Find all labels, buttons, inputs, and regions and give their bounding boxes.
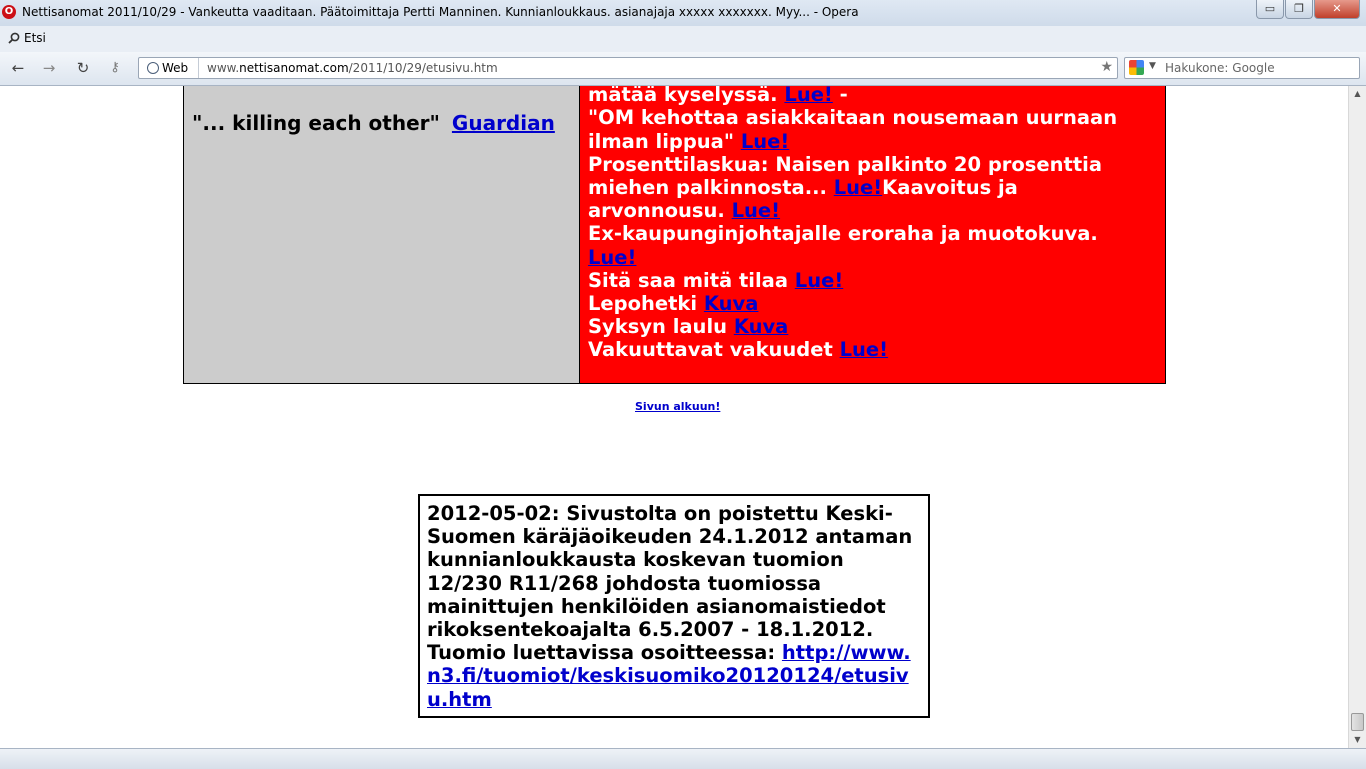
address-zone-label: Web xyxy=(162,61,189,75)
menu-bar xyxy=(0,26,1366,52)
reload-button[interactable]: ↻ xyxy=(76,59,90,77)
google-icon[interactable] xyxy=(1129,60,1144,75)
news-text: Prosenttilaskua: Naisen palkinto 20 prosenttia miehen palkinnosta... xyxy=(588,152,1102,200)
news-text: Syksyn laulu xyxy=(588,315,728,339)
window-title: Nettisanomat 2011/10/29 - Vankeutta vaaditaan. Päätoimittaja Pertti Manninen. Kunnianloukkaus. asianajaja xxxxx xxxxxxx. Myy... - Opera xyxy=(22,5,859,19)
scroll-thumb[interactable] xyxy=(1351,713,1364,731)
read-link[interactable]: Lue! xyxy=(839,338,889,362)
read-link[interactable]: Lue! xyxy=(588,245,637,269)
read-link[interactable]: Lue! xyxy=(784,86,833,107)
read-link[interactable]: Lue! xyxy=(794,268,844,292)
news-list xyxy=(588,86,1148,362)
magnifier-icon xyxy=(8,32,20,44)
back-button[interactable]: ← xyxy=(11,59,25,77)
vertical-scrollbar[interactable] xyxy=(1348,86,1366,748)
news-item xyxy=(588,269,1148,292)
news-separator: - xyxy=(839,86,848,107)
news-text: "OM kehottaa asiakkaitaan nousemaan uurnaan ilman lippua" xyxy=(588,106,1118,153)
status-bar xyxy=(0,748,1366,769)
news-item xyxy=(588,338,1148,361)
image-link[interactable]: Kuva xyxy=(703,292,759,316)
right-cell xyxy=(580,86,1165,383)
opera-logo-icon[interactable]: O xyxy=(2,5,16,19)
news-text: mätää kyselyssä. xyxy=(588,86,778,107)
url-prefix: www. xyxy=(207,61,240,75)
verdict-link[interactable]: http://www.n3.fi/tuomiot/keskisuomiko20120124/etusivu.htm xyxy=(427,641,911,711)
title-bar xyxy=(0,0,1366,26)
globe-icon xyxy=(147,62,159,74)
address-bar[interactable] xyxy=(138,57,1118,79)
read-link[interactable]: Lue! xyxy=(833,176,883,200)
news-item xyxy=(588,86,1148,106)
news-item xyxy=(588,106,1148,152)
address-zone-button[interactable] xyxy=(139,58,199,78)
url-domain: nettisanomat.com xyxy=(239,61,349,75)
forward-button[interactable]: → xyxy=(42,59,56,77)
news-table xyxy=(183,86,1166,384)
chevron-down-icon[interactable]: ▼ xyxy=(1149,61,1156,71)
guardian-link[interactable]: Guardian xyxy=(451,111,555,135)
read-link[interactable]: Lue! xyxy=(740,129,790,153)
left-cell xyxy=(184,86,580,383)
news-text: Ex-kaupunginjohtajalle eroraha ja muotokuva. xyxy=(588,222,1098,246)
news-text: Sitä saa mitä tilaa xyxy=(588,268,788,292)
news-item xyxy=(588,292,1148,315)
page-viewport xyxy=(0,86,1348,748)
news-text: Vakuuttavat vakuudet xyxy=(588,338,833,362)
news-item xyxy=(588,153,1148,223)
minimize-button[interactable]: ▭ xyxy=(1256,0,1284,19)
quote-line xyxy=(192,111,555,135)
notice-text: 2012-05-02: Sivustolta on poistettu Keski-Suomen käräjäoikeuden 24.1.2012 antaman kunnianloukkausta koskevan tuomion 12/230 R11/268 johdosta tuomiossa mainittujen henkilöiden asianomaistiedot rikoksentekoajalta 6.5.2007 - 18.1.2012. Tuomio luettavissa osoitteessa: xyxy=(427,502,913,665)
news-text: Kaavoitus ja arvonnousu. xyxy=(588,176,1018,223)
scroll-up-arrow-icon[interactable]: ▲ xyxy=(1354,89,1361,98)
window-controls xyxy=(1255,0,1360,19)
search-placeholder: Hakukone: Google xyxy=(1165,61,1275,75)
maximize-button[interactable]: ❐ xyxy=(1285,0,1313,19)
wand-key-button[interactable]: ⚷ xyxy=(110,60,120,75)
image-link[interactable]: Kuva xyxy=(733,315,789,339)
back-to-top-link[interactable]: Sivun alkuun! xyxy=(635,400,721,413)
search-menu-label: Etsi xyxy=(24,31,46,45)
removal-notice xyxy=(418,494,930,718)
search-engine-box[interactable] xyxy=(1124,57,1360,79)
address-url[interactable] xyxy=(207,61,498,75)
close-button[interactable]: ✕ xyxy=(1314,0,1360,19)
bookmark-star-icon[interactable]: ★ xyxy=(1100,59,1113,75)
news-item xyxy=(588,315,1148,338)
news-text: Lepohetki xyxy=(588,292,698,316)
search-menu-button[interactable] xyxy=(8,31,46,45)
url-path: /2011/10/29/etusivu.htm xyxy=(348,61,498,75)
read-link[interactable]: Lue! xyxy=(731,199,781,223)
scroll-down-arrow-icon[interactable]: ▼ xyxy=(1354,735,1361,744)
news-item xyxy=(588,222,1148,268)
navigation-bar xyxy=(0,52,1366,86)
quote-text: "... killing each other" xyxy=(192,111,440,135)
